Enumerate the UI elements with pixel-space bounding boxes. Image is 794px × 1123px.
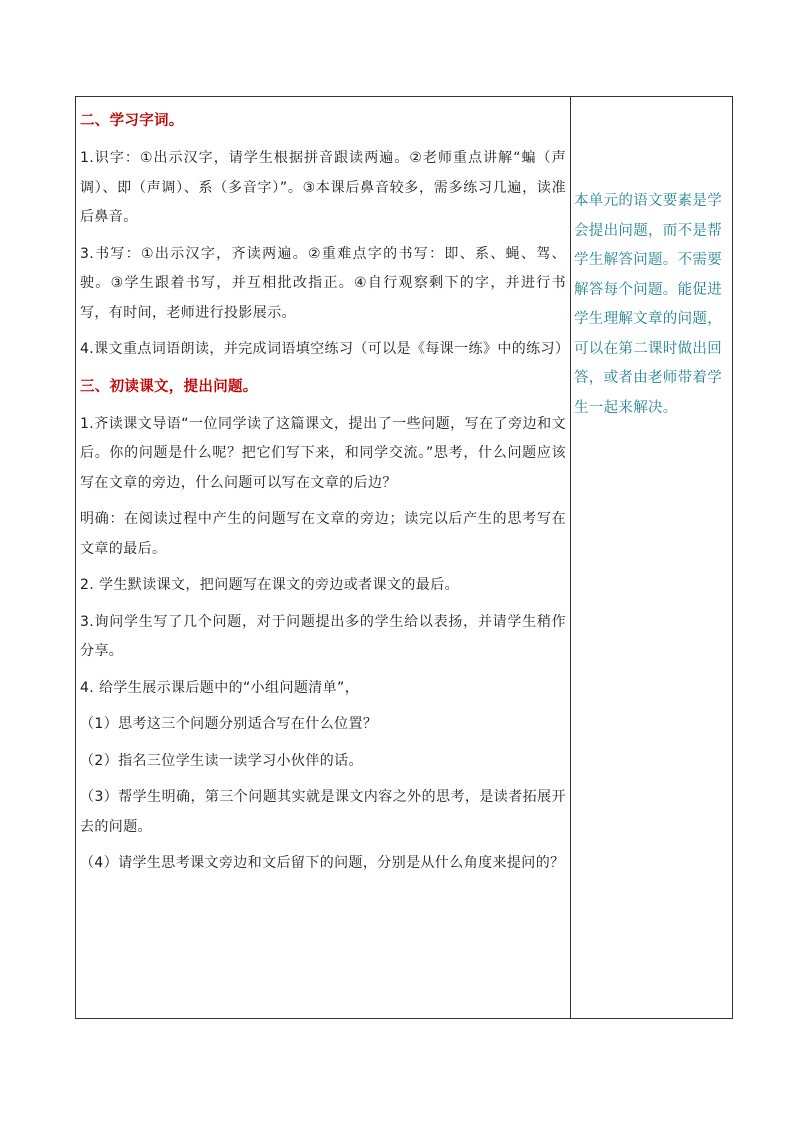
section-2-heading: 二、学习字词。 <box>80 113 184 129</box>
section-3-item-1: 1.齐读课文导语“一位同学读了这篇课文，提出了一些问题，写在了旁边和文后。你的问题是什么呢？把它们写下来，和同学交流。”思考，什么问题应该写在文章的旁边，什么问题可以写在文章的后边？ <box>80 415 566 491</box>
section-3-item-3: 3.询问学生写了几个问题，对于问题提出多的学生给以表扬，并请学生稍作分享。 <box>80 613 566 659</box>
section-3-sub-2: （2）指名三位学生读一读学习小伙伴的话。 <box>80 752 363 769</box>
section-2-item-3: 3.书写：①出示汉字，齐读两遍。②重难点字的书写：即、系、蝇、驾、驶。③学生跟着书写，并互相批改指正。④自行观察剩下的字，并进行书写，有时间，老师进行投影展示。 <box>80 245 566 321</box>
section-3-clarify: 明确：在阅读过程中产生的问题写在文章的旁边；读完以后产生的思考写在文章的最后。 <box>80 511 566 557</box>
section-3-heading: 三、初读课文，提出问题。 <box>80 378 258 395</box>
lesson-plan-table <box>75 96 733 1019</box>
section-2-item-1: 1.识字：①出示汉字，请学生根据拼音跟读两遍。②老师重点讲解“蝙（声调）、即（声调）、系（多音字）”。③本课后鼻音较多，需多练习几遍，读准后鼻音。 <box>80 150 566 225</box>
table-row <box>76 97 733 1019</box>
side-note-cell <box>571 97 733 1019</box>
main-content-cell <box>76 97 571 1019</box>
section-3-sub-1: （1）思考这三个问题分别适合写在什么位置？ <box>80 716 378 732</box>
section-3-sub-3: （3）帮学生明确，第三个问题其实就是课文内容之外的思考，是读者拓展开去的问题。 <box>80 789 566 835</box>
section-3-sub-4: （4）请学生思考课文旁边和文后留下的问题，分别是从什么角度来提问的？ <box>80 855 565 871</box>
side-note-text: 本单元的语文要素是学会提出问题，而不是帮学生解答问题。不需要解答每个问题。能促进学生理解文章的问题，可以在第二课时做出回答，或者由老师带着学生一起来解决。 <box>574 193 722 416</box>
section-3-item-4: 4. 给学生展示课后题中的“小组问题清单”， <box>80 679 360 696</box>
section-2-item-4: 4.课文重点词语朗读，并完成词语填空练习（可以是《每课一练》中的练习） <box>80 341 570 357</box>
section-3-item-2: 2. 学生默读课文，把问题写在课文的旁边或者课文的最后。 <box>80 577 460 593</box>
